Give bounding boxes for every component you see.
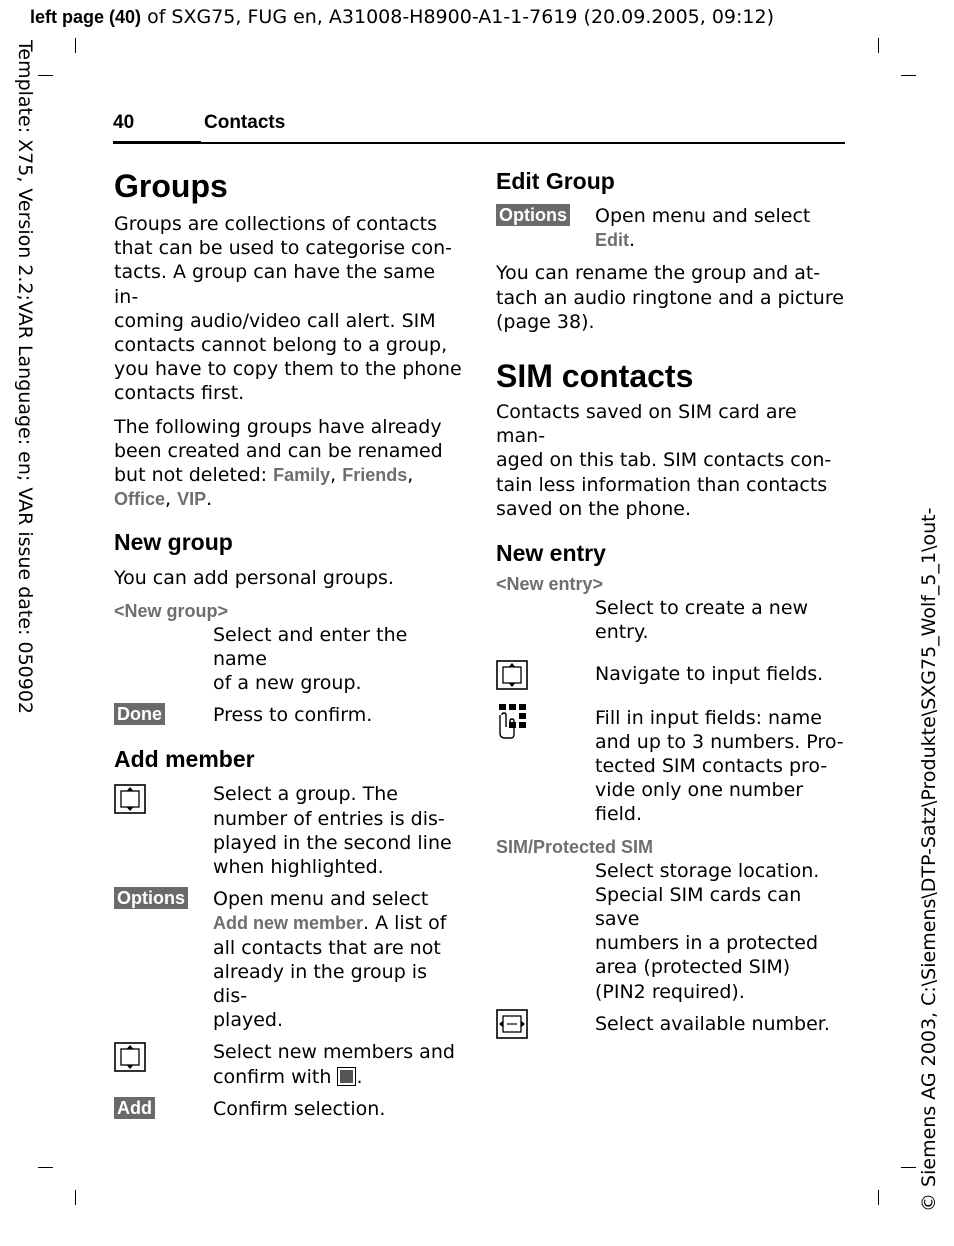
text-line: played in the second line xyxy=(213,831,452,854)
done-softkey: Done xyxy=(114,703,165,725)
text-line: tain less information than contacts xyxy=(496,473,828,496)
document-header-page: left page (40) xyxy=(30,7,142,27)
new-group-intro: You can add personal groups. xyxy=(114,567,394,590)
add-member-heading: Add member xyxy=(114,746,255,773)
groups-heading: Groups xyxy=(114,168,228,204)
select-number-desc: Select available number. xyxy=(595,1012,830,1035)
text-line: Select new members and xyxy=(213,1041,455,1064)
text-line: that can be used to categorise con- xyxy=(114,237,453,260)
edit-group-body xyxy=(496,261,846,334)
text-line: and up to 3 numbers. Pro- xyxy=(595,730,844,753)
done-step xyxy=(114,703,462,727)
new-group-heading: New group xyxy=(114,529,233,556)
copyright-side-text: © Siemens AG 2003, C:\Siemens\DTP-Satz\Produkte\SXG75_Wolf_5_1\out- xyxy=(918,507,940,1212)
edit-options-step xyxy=(496,204,846,252)
navigate-step xyxy=(496,662,846,686)
document-header xyxy=(30,6,774,28)
text-line: you have to copy them to the phone xyxy=(114,358,462,381)
text-line: been created and can be renamed xyxy=(114,439,443,462)
section-title: Contacts xyxy=(204,112,286,133)
new-entry-menu-item: <New entry> xyxy=(496,574,604,595)
text-line: numbers in a protected xyxy=(595,932,818,955)
text-line: Office, VIP. xyxy=(114,488,213,511)
text-line: Groups are collections of contacts xyxy=(114,213,437,235)
header-rule-thick xyxy=(113,141,201,144)
text-line: Special SIM cards can save xyxy=(595,883,802,931)
page-number: 40 xyxy=(113,112,135,133)
crop-mark xyxy=(75,1190,76,1205)
header-rule xyxy=(201,142,845,144)
text-line: Select storage location. xyxy=(595,859,820,882)
text-line: area (protected SIM) xyxy=(595,956,791,979)
navigate-desc: Navigate to input fields. xyxy=(595,663,824,686)
new-group-menu-desc xyxy=(114,623,462,696)
keypad-icon xyxy=(496,703,532,743)
text-line: field. xyxy=(595,803,643,826)
add-step xyxy=(114,1097,462,1121)
text-line: (page 38). xyxy=(496,310,595,333)
text-line: but not deleted: Family, Friends, xyxy=(114,464,414,487)
add-desc: Confirm selection. xyxy=(213,1097,386,1120)
text-line: of a new group. xyxy=(213,672,362,695)
template-side-note xyxy=(10,40,36,740)
text-line xyxy=(213,1065,462,1089)
fill-fields-step xyxy=(496,706,846,827)
groups-intro xyxy=(114,212,462,406)
crop-mark xyxy=(878,1190,879,1205)
text-line: number of entries is dis- xyxy=(213,807,445,830)
done-desc: Press to confirm. xyxy=(213,704,373,727)
add-new-member-keyword: Add new member xyxy=(213,913,364,934)
add-softkey: Add xyxy=(114,1097,155,1119)
storage-desc xyxy=(496,859,846,1004)
new-group-menu-item: <New group> xyxy=(114,600,229,621)
group-name-vip: VIP xyxy=(177,489,207,510)
group-name-friends: Friends xyxy=(342,465,408,486)
text-line: Select and enter the name xyxy=(213,623,408,670)
crop-mark xyxy=(75,38,76,53)
text-line: already in the group is dis- xyxy=(213,960,427,1008)
text-line: played. xyxy=(213,1009,284,1032)
new-entry-menu-desc xyxy=(496,596,846,644)
text-line: Contacts saved on SIM card are man- xyxy=(496,401,797,448)
select-number-step xyxy=(496,1012,846,1036)
text-fragment: . xyxy=(629,229,636,252)
text-line: coming audio/video call alert. SIM xyxy=(114,309,436,332)
text-line: contacts first. xyxy=(114,382,245,405)
centre-key-icon xyxy=(337,1067,356,1086)
template-side-text: Template: X75, Version 2.2;VAR Language: en; VAR issue date: 050902 xyxy=(14,40,36,715)
navigation-key-icon xyxy=(114,1042,146,1076)
left-column xyxy=(114,160,462,1121)
edit-group-heading: Edit Group xyxy=(496,168,615,194)
crop-mark xyxy=(38,75,53,76)
text-line xyxy=(213,911,462,935)
select-members-step xyxy=(114,1040,462,1088)
sim-contacts-heading: SIM contacts xyxy=(496,358,694,395)
group-name-family: Family xyxy=(273,465,331,486)
text-line: (PIN2 required). xyxy=(595,980,745,1003)
text-line: tected SIM contacts pro- xyxy=(595,755,828,778)
text-line: Fill in input fields: name xyxy=(595,706,822,729)
navigation-key-icon xyxy=(496,660,528,694)
text-fragment: confirm with xyxy=(213,1065,338,1088)
crop-mark xyxy=(38,1167,53,1168)
text-line: all contacts that are not xyxy=(213,936,441,959)
navigation-key-left-right-icon xyxy=(496,1009,528,1043)
text-line: contacts cannot belong to a group, xyxy=(114,334,448,357)
options-add-member-step xyxy=(114,887,462,1032)
text-fragment: . A list of xyxy=(363,912,447,935)
copyright-side-note xyxy=(918,507,948,1215)
text-line: Select to create a new xyxy=(595,597,809,620)
sim-contacts-intro xyxy=(496,400,846,521)
text-line: vide only one number xyxy=(595,779,804,802)
text-line: The following groups have already xyxy=(114,415,442,438)
edit-keyword: Edit xyxy=(595,230,629,251)
select-group-step xyxy=(114,782,462,879)
right-column xyxy=(496,166,846,1036)
text-line: Open menu and select xyxy=(213,888,429,911)
options-softkey: Options xyxy=(496,204,570,226)
text-line: tach an audio ringtone and a picture xyxy=(496,286,844,309)
text-line: Open menu and select xyxy=(595,205,811,227)
text-line: saved on the phone. xyxy=(496,497,692,520)
sim-protected-sim-option: SIM/Protected SIM xyxy=(496,836,654,857)
crop-mark xyxy=(901,1167,916,1168)
text-line: when highlighted. xyxy=(213,856,384,879)
options-softkey: Options xyxy=(114,887,188,909)
page-header xyxy=(113,110,845,146)
text-line: entry. xyxy=(595,621,649,644)
text-fragment: . xyxy=(356,1065,363,1088)
preset-groups-paragraph xyxy=(114,415,462,512)
text-line: You can rename the group and at- xyxy=(496,262,821,285)
navigation-key-icon xyxy=(114,784,146,818)
group-name-office: Office xyxy=(114,489,166,510)
document-header-info: of SXG75, FUG en, A31008-H8900-A1-1-7619 (20.09.2005, 09:12) xyxy=(141,6,774,28)
new-entry-heading: New entry xyxy=(496,540,606,567)
text-line xyxy=(595,228,846,252)
crop-mark xyxy=(901,75,916,76)
text-line: aged on this tab. SIM contacts con- xyxy=(496,449,832,472)
text-line: tacts. A group can have the same in- xyxy=(114,261,436,308)
text-line: Select a group. The xyxy=(213,783,398,806)
text-fragment: but not deleted: xyxy=(114,464,274,487)
crop-mark xyxy=(878,38,879,53)
